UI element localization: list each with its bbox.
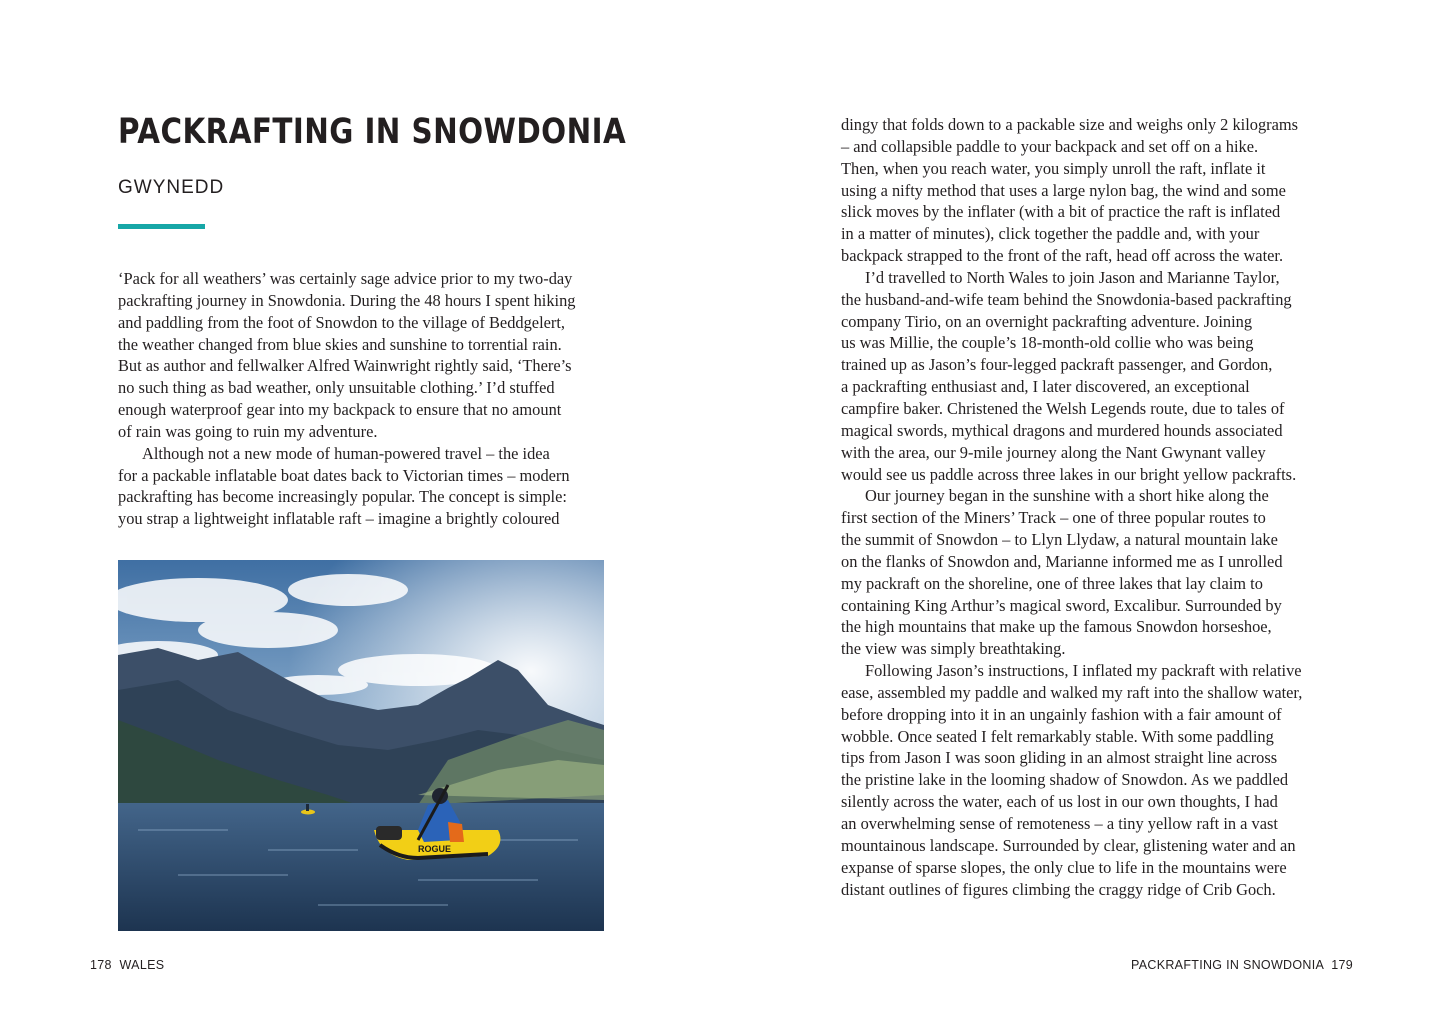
- right-page: [722, 0, 1445, 1030]
- body-line: would see us paddle across three lakes in our bright yellow packrafts.: [841, 464, 1297, 484]
- running-head-left: WALES: [119, 958, 165, 972]
- boat-label: ROGUE: [418, 844, 452, 854]
- body-line: the pristine lake in the looming shadow of Snowdon. As we paddled: [841, 770, 1289, 790]
- body-line: the weather changed from blue skies and sunshine to torrential rain.: [118, 334, 562, 354]
- body-line: with the area, our 9-mile journey along the Nant Gwynant valley: [841, 442, 1266, 462]
- body-line: on the flanks of Snowdon and, Marianne informed me as I unrolled: [841, 551, 1283, 571]
- body-text-right: [841, 114, 1302, 900]
- running-head-right: PACKRAFTING IN SNOWDONIA: [1131, 958, 1324, 972]
- body-line: the view was simply breathtaking.: [841, 639, 1066, 659]
- body-line: – and collapsible paddle to your backpack and set off on a hike.: [841, 136, 1259, 156]
- body-line: I’d travelled to North Wales to join Jason and Marianne Taylor,: [865, 267, 1280, 287]
- body-line: you strap a lightweight inflatable raft – imagine a brightly coloured: [118, 509, 560, 529]
- body-line: in a matter of minutes), click together the paddle and, with your: [841, 224, 1260, 244]
- body-line: the summit of Snowdon – to Llyn Llydaw, a natural mountain lake: [841, 530, 1278, 550]
- region-subtitle: GWYNEDD: [118, 177, 225, 198]
- body-line: containing King Arthur’s magical sword, Excalibur. Surrounded by: [841, 595, 1282, 615]
- body-line: But as author and fellwalker Alfred Wainwright rightly said, ‘There’s: [118, 356, 572, 376]
- body-line: mountainous landscape. Surrounded by clear, glistening water and an: [841, 835, 1296, 855]
- body-line: of rain was going to ruin my adventure.: [118, 421, 378, 441]
- body-line: and paddling from the foot of Snowdon to the village of Beddgelert,: [118, 312, 566, 332]
- body-line: campfire baker. Christened the Welsh Legends route, due to tales of: [841, 398, 1285, 418]
- body-line: trained up as Jason’s four-legged packraft passenger, and Gordon,: [841, 355, 1273, 375]
- body-line: slick moves by the inflater (with a bit of practice the raft is inflated: [841, 202, 1281, 222]
- body-line: tips from Jason I was soon gliding in an almost straight line across: [841, 748, 1278, 768]
- body-line: silently across the water, each of us lost in our own thoughts, I had: [841, 792, 1278, 812]
- body-line: Following Jason’s instructions, I inflated my packraft with relative: [865, 661, 1302, 681]
- body-line: magical swords, mythical dragons and murdered hounds associated: [841, 420, 1283, 440]
- body-line: an overwhelming sense of remoteness – a tiny yellow raft in a vast: [841, 814, 1278, 833]
- body-line: enough waterproof gear into my backpack to ensure that no amount: [118, 400, 562, 420]
- body-line: no such thing as bad weather, only unsuitable clothing.’ I’d stuffed: [118, 378, 555, 398]
- body-line: first section of the Miners’ Track – one of three popular routes to: [841, 508, 1266, 528]
- accent-rule: [118, 224, 205, 229]
- body-line: backpack strapped to the front of the raft, head off across the water.: [841, 246, 1284, 266]
- body-line: Our journey began in the sunshine with a short hike along the: [865, 486, 1269, 506]
- body-line: ease, assembled my paddle and walked my raft into the shallow water,: [841, 682, 1303, 702]
- body-line: dingy that folds down to a packable size and weighs only 2 kilograms: [841, 115, 1299, 134]
- body-line: us was Millie, the couple’s 18-month-old collie who was being: [841, 333, 1254, 353]
- left-page: [0, 0, 722, 1030]
- body-line: using a nifty method that uses a large nylon bag, the wind and some: [841, 180, 1286, 200]
- page-number-right: 179: [1331, 958, 1353, 972]
- body-line: wobble. Once seated I felt remarkably stable. With some paddling: [841, 726, 1274, 746]
- body-line: distant outlines of figures climbing the craggy ridge of Crib Goch.: [841, 879, 1276, 899]
- folio-left: [86, 958, 164, 972]
- page-number-left: 178: [90, 958, 112, 972]
- body-line: ‘Pack for all weathers’ was certainly sage advice prior to my two-day: [118, 269, 573, 288]
- folio-right: [1131, 958, 1357, 972]
- body-line: a packrafting enthusiast and, I later discovered, an exceptional: [841, 377, 1250, 397]
- body-line: for a packable inflatable boat dates back to Victorian times – modern: [118, 465, 570, 485]
- body-line: packrafting journey in Snowdonia. During the 48 hours I spent hiking: [118, 290, 576, 310]
- body-line: packrafting has become increasingly popular. The concept is simple:: [118, 487, 567, 507]
- body-text-left: [118, 268, 576, 530]
- body-line: Although not a new mode of human-powered travel – the idea: [142, 443, 550, 463]
- packraft-lake-photo: [118, 560, 604, 931]
- body-line: the husband-and-wife team behind the Snowdonia-based packrafting: [841, 289, 1292, 309]
- body-line: the high mountains that make up the famous Snowdon horseshoe,: [841, 617, 1272, 637]
- article-title: PACKRAFTING IN SNOWDONIA: [118, 112, 627, 152]
- body-line: my packraft on the shoreline, one of three lakes that lay claim to: [841, 573, 1263, 593]
- body-line: before dropping into it in an ungainly fashion with a fair amount of: [841, 704, 1282, 724]
- body-line: Then, when you reach water, you simply unroll the raft, inflate it: [841, 158, 1266, 178]
- body-line: expanse of sparse slopes, the only clue to life in the mountains were: [841, 857, 1287, 877]
- body-line: company Tirio, on an overnight packrafting adventure. Joining: [841, 311, 1253, 331]
